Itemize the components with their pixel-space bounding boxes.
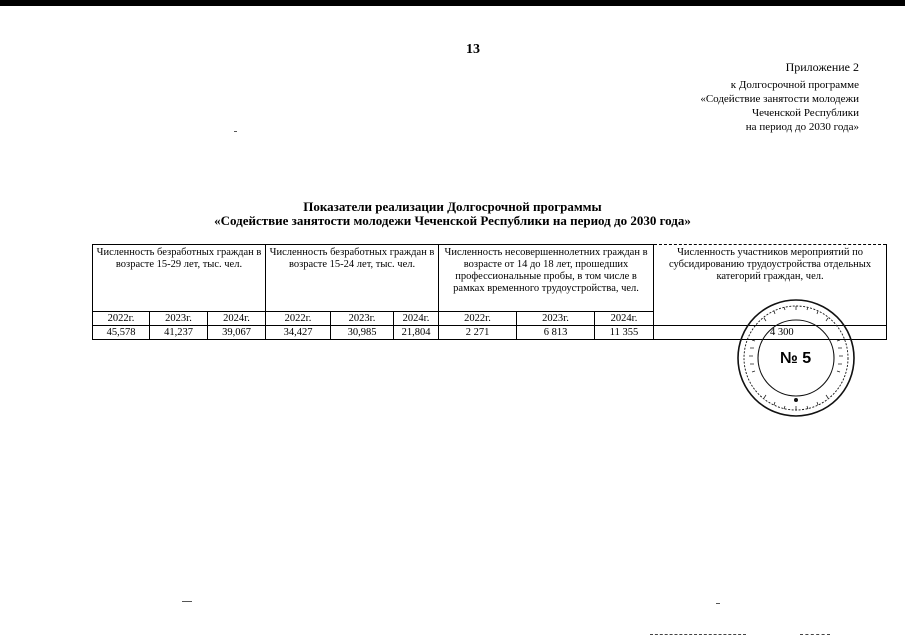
page-number: 13 <box>466 42 480 57</box>
table-cell: 2 271 <box>439 326 517 340</box>
year-label: 2023г. <box>331 312 394 326</box>
last-column-value: 4 300 <box>770 327 794 338</box>
appendix-block <box>700 60 859 134</box>
table-cell: 21,804 <box>394 326 439 340</box>
year-label: 2024г. <box>394 312 439 326</box>
scan-bottom-marks <box>650 634 746 636</box>
table-cell: 45,578 <box>93 326 150 340</box>
document-title-line-1: Показатели реализации Долгосрочной программы <box>303 199 602 214</box>
document-title <box>0 200 905 228</box>
header-unemployed-15-29: Численность безработных граждан в возрасте 15-29 лет, тыс. чел. <box>93 245 266 312</box>
scan-speck <box>182 601 192 602</box>
year-label: 2022г. <box>93 312 150 326</box>
table-cell: 34,427 <box>266 326 331 340</box>
table-cell: 11 355 <box>595 326 654 340</box>
appendix-line: «Содействие занятости молодежи <box>700 93 859 105</box>
year-label: 2024г. <box>208 312 266 326</box>
year-label: 2023г. <box>150 312 208 326</box>
table-cell: 39,067 <box>208 326 266 340</box>
document-title-line-2: «Содействие занятости молодежи Чеченской Республики на период до 2030 года» <box>214 213 691 228</box>
table-cell: 6 813 <box>517 326 595 340</box>
year-label: 2022г. <box>439 312 517 326</box>
appendix-line: к Долгосрочной программе <box>730 79 859 91</box>
header-unemployed-15-24: Численность безработных граждан в возрасте 15-24 лет, тыс. чел. <box>266 245 439 312</box>
stamp-number: № 5 <box>780 350 812 367</box>
scan-speck <box>234 131 237 132</box>
appendix-line: на период до 2030 года» <box>745 121 859 133</box>
table-cell: 41,237 <box>150 326 208 340</box>
top-border-line <box>0 0 905 6</box>
appendix-line: Чеченской Республики <box>751 107 859 119</box>
header-minors-professional-trials: Численность несовершеннолетних граждан в возрасте от 14 до 18 лет, прошедших профессиональные пробы, в том числе в рамках временного трудоустройства, чел. <box>439 245 654 312</box>
year-label: 2023г. <box>517 312 595 326</box>
appendix-title: Приложение 2 <box>785 60 859 74</box>
header-subsidized-employment: Численность участников мероприятий по субсидированию трудоустройства отдельных категорий граждан, чел. <box>654 245 887 326</box>
year-label: 2024г. <box>595 312 654 326</box>
scan-speck <box>716 603 720 604</box>
scan-bottom-marks <box>800 634 830 636</box>
table-cell: 30,985 <box>331 326 394 340</box>
year-label: 2022г. <box>266 312 331 326</box>
